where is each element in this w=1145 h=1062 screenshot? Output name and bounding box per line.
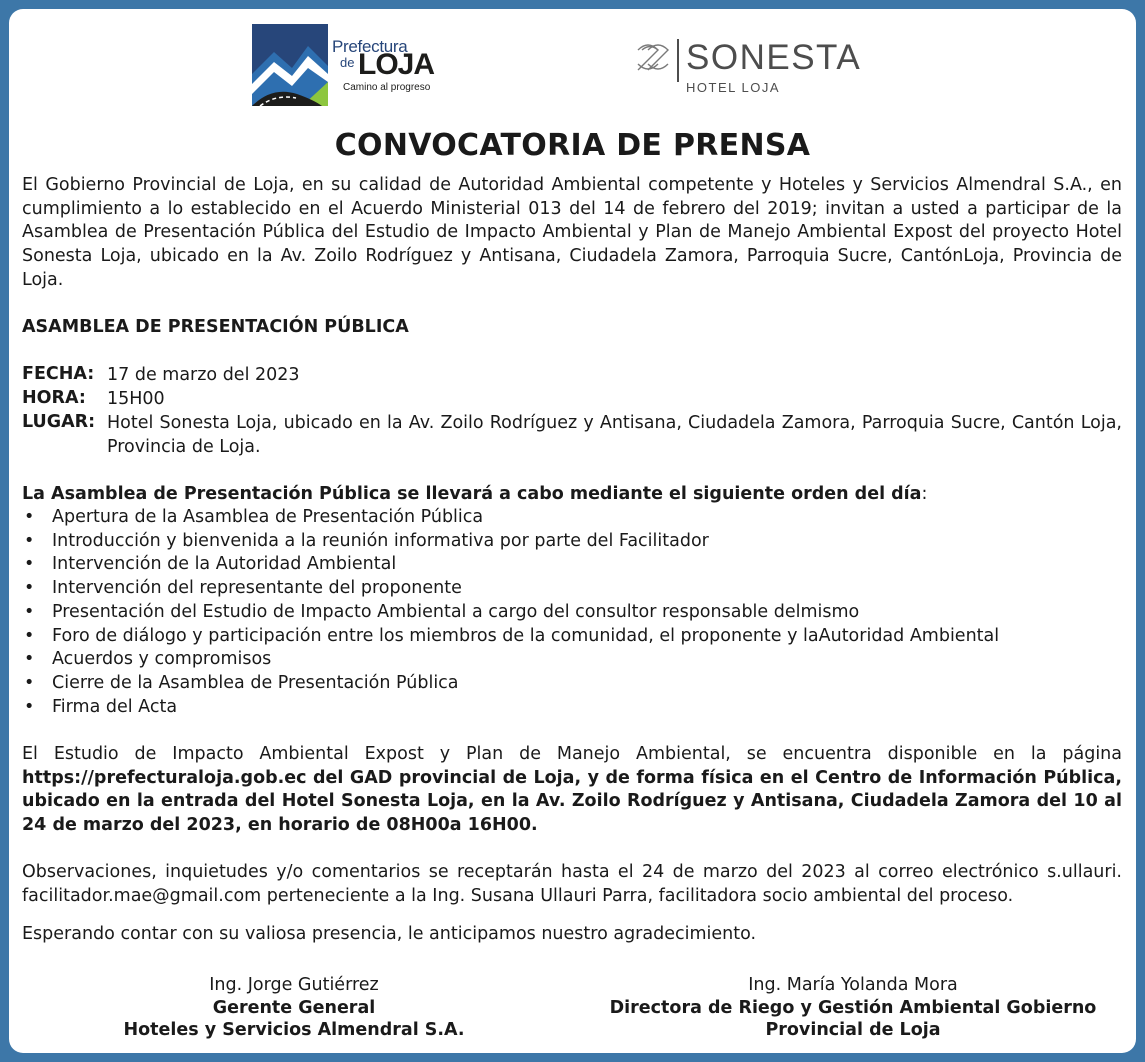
signature-right-org: Provincial de Loja: [765, 1020, 941, 1040]
intro-paragraph: El Gobierno Provincial de Loja, en su calidad de Autoridad Ambiental competente y Hoteles y Servicios Almendral S.A., en cumplimiento a lo establecido en el Acuerdo Ministerial 013 del 14 de febrero del 2019; invitan a usted a participar de la Asamblea de Presentación Pública del Estudio de Impacto Ambiental y Plan de Manejo Ambiental Expost del proyecto Hotel Sonesta Loja, ubicado en la Av. Zoilo Rodríguez y Antisana, Ciudadela Zamora, Parroquia Sucre, CantónLoja, Provincia de Loja.: [22, 175, 1122, 290]
signature-left-name: Ing. Jorge Gutiérrez: [209, 975, 379, 995]
list-item: • Acuerdos y compromisos: [22, 648, 999, 672]
observations-paragraph: Observaciones, inquietudes y/o comentarios se receptarán hasta el 24 de marzo del 2023 al correo electrónico s.ullauri. facilitador.mae@gmail.com perteneciente a la Ing. Susana Ullauri Parra, facilitadora socio ambiental del proceso.: [22, 862, 1122, 906]
signature-right-role: Directora de Riego y Gestión Ambiental Gobierno: [609, 997, 1097, 1018]
signature-left-org: Hoteles y Servicios Almendral S.A.: [123, 1020, 465, 1040]
sonesta-logo-name: SONESTA: [686, 38, 862, 77]
list-item: • Intervención del representante del proponente: [22, 577, 999, 601]
closing-paragraph: Esperando contar con su valiosa presencia, le anticipamos nuestro agradecimiento.: [22, 924, 757, 944]
list-item: • Cierre de la Asamblea de Presentación Pública: [22, 672, 999, 696]
availability-paragraph: [22, 743, 1122, 838]
agenda-intro-text: La Asamblea de Presentación Pública se llevará a cabo mediante el siguiente orden del día: [22, 484, 922, 504]
list-item: • Presentación del Estudio de Impacto Ambiental a cargo del consultor responsable delmismo: [22, 601, 999, 625]
lugar-value: Hotel Sonesta Loja, ubicado en la Av. Zoilo Rodríguez y Antisana, Ciudadela Zamora, Parroquia Sucre, Cantón Loja, Provincia de Loja.: [107, 413, 1122, 457]
hora-label: HORA:: [22, 388, 86, 408]
hora-value: 15H00: [107, 389, 165, 409]
list-item: • Firma del Acta: [22, 696, 999, 720]
prefectura-logo-text: Prefectura: [332, 37, 408, 56]
agenda-intro: [22, 483, 927, 507]
section-heading: ASAMBLEA DE PRESENTACIÓN PÚBLICA: [22, 317, 409, 337]
lugar-label: LUGAR:: [22, 412, 96, 432]
list-item: • Introducción y bienvenida a la reunión informativa por parte del Facilitador: [22, 530, 999, 554]
prefectura-logo-loja: LOJA: [358, 48, 435, 81]
signature-left: [94, 974, 494, 1042]
sonesta-logo-sub: HOTEL LOJA: [686, 80, 780, 95]
signature-right-name: Ing. María Yolanda Mora: [748, 975, 958, 995]
signature-left-role: Gerente General: [212, 997, 376, 1018]
availability-link-text: https://prefecturaloja.gob.ec del GAD provincial de Loja, y de forma física en el Centro de Información Pública, ubicado en la entrada del Hotel Sonesta Loja, en la Av. Zoilo Rodríguez y Antisana, Ciudadela Zamora del 10 al 24 de marzo del 2023, en horario de 08H00a 16H00.: [22, 767, 1122, 836]
prefectura-logo-de: de: [340, 55, 355, 70]
page-title: CONVOCATORIA DE PRENSA: [334, 128, 811, 163]
signature-right: [590, 974, 1116, 1042]
availability-text: El Estudio de Impacto Ambiental Expost y Plan de Manejo Ambiental, se encuentra disponible en la página: [22, 744, 1122, 764]
agenda-intro-colon: :: [921, 484, 928, 504]
fecha-label: FECHA:: [22, 364, 95, 384]
list-item: • Foro de diálogo y participación entre los miembros de la comunidad, el proponente y laAutoridad Ambiental: [22, 625, 999, 649]
list-item: • Apertura de la Asamblea de Presentación Pública: [22, 506, 999, 530]
list-item: • Intervención de la Autoridad Ambiental: [22, 553, 999, 577]
prefectura-logo-tagline: Camino al progreso: [343, 82, 431, 93]
agenda-list: [22, 506, 999, 719]
fecha-value: 17 de marzo del 2023: [107, 365, 300, 385]
